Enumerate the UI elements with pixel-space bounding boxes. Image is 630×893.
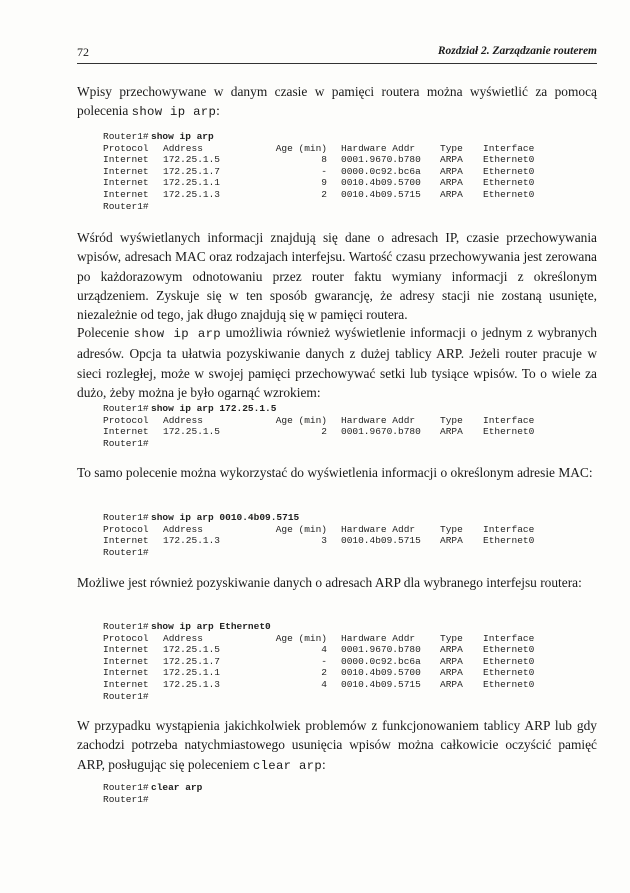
table-cell: Ethernet0 — [483, 165, 535, 177]
prompt: Router1# — [103, 793, 149, 805]
table-cell: Ethernet0 — [483, 667, 535, 679]
column-header: Hardware Addr — [341, 523, 416, 535]
table-row — [103, 189, 583, 201]
column-header: Type — [440, 414, 463, 426]
table-cell: Ethernet0 — [483, 655, 535, 667]
column-header: Protocol — [103, 632, 149, 644]
table-cell: 0000.0c92.bc6a — [341, 165, 421, 177]
table-cell: ARPA — [440, 678, 463, 690]
code-block-show-ip-arp — [103, 131, 583, 212]
table-cell: 0010.4b09.5700 — [341, 667, 421, 679]
table-cell: Internet — [103, 667, 149, 679]
end-prompt — [103, 547, 583, 559]
header-rule — [77, 63, 597, 64]
table-cell: 3 — [321, 535, 327, 547]
paragraph-mac: To samo polecenie można wykorzystać do wyświetlenia informacji o określonym adresie MAC: — [77, 465, 593, 480]
table-cell: Internet — [103, 188, 149, 200]
page-header — [77, 45, 597, 61]
command-text: show ip arp — [151, 131, 214, 142]
column-header: Age (min) — [275, 523, 327, 535]
prompt: Router1# — [103, 200, 149, 212]
column-header: Type — [440, 142, 463, 154]
column-header: Interface — [483, 523, 535, 535]
column-header: Address — [163, 523, 203, 535]
table-cell: Ethernet0 — [483, 188, 535, 200]
table-cell: 172.25.1.1 — [163, 177, 221, 189]
table-cell: 4 — [321, 644, 327, 656]
column-header: Age (min) — [275, 142, 327, 154]
table-cell: ARPA — [440, 154, 463, 166]
table-cell: ARPA — [440, 655, 463, 667]
column-header: Age (min) — [275, 632, 327, 644]
table-cell: 172.25.1.5 — [163, 644, 221, 656]
column-header: Type — [440, 632, 463, 644]
table-header — [103, 633, 583, 645]
paragraph-interface: Możliwe jest również pozyskiwanie danych o adresach ARP dla wybranego interfejsu routera: — [77, 575, 582, 590]
table-row — [103, 154, 583, 166]
table-cell: 172.25.1.1 — [163, 667, 221, 679]
table-cell: 2 — [321, 188, 327, 200]
table-cell: ARPA — [440, 644, 463, 656]
column-header: Address — [163, 632, 203, 644]
table-cell: Internet — [103, 535, 149, 547]
table-cell: ARPA — [440, 177, 463, 189]
column-header: Age (min) — [275, 414, 327, 426]
table-cell: 0010.4b09.5700 — [341, 177, 421, 189]
column-header: Protocol — [103, 523, 149, 535]
end-prompt — [103, 201, 583, 213]
code-block-show-ip-arp-mac — [103, 512, 583, 558]
table-cell: 2 — [321, 667, 327, 679]
command-line — [103, 131, 583, 143]
column-header: Hardware Addr — [341, 142, 416, 154]
table-header — [103, 415, 583, 427]
table-row — [103, 535, 583, 547]
table-cell: - — [321, 655, 327, 667]
table-cell: Ethernet0 — [483, 644, 535, 656]
command-text: show ip arp 0010.4b09.5715 — [151, 512, 300, 523]
paragraph-intro: Wpisy przechowywane w danym czasie w pamięci routera można wyświetlić za pomocą polecenia show ip arp: — [77, 84, 597, 120]
table-cell: 0001.9670.b780 — [341, 426, 421, 438]
table-cell: ARPA — [440, 165, 463, 177]
prompt: Router1# — [103, 621, 149, 632]
table-cell: 9 — [321, 177, 327, 189]
table-cell: Internet — [103, 678, 149, 690]
paragraph-single-address: Polecenie show ip arp umożliwia również wyświetlenie informacji o jednym z wybranych adresów. Opcja ta ułatwia pozyskiwanie danych z dużej tablicy ARP. Jeżeli router pracuje w sieci rozległej, może w swojej pamięci przechowywać setki lub tysiące wpisów. To o wiele za dużo, żeby można je było ogarnąć wzrokiem: — [77, 325, 597, 400]
column-header: Address — [163, 414, 203, 426]
paragraph-description: Wśród wyświetlanych informacji znajdują się dane o adresach IP, czasie przechowywania wpisów, adresach MAC oraz rodzajach interfejsu. Wartość czasu przechowywania jest zerowana po każdorazowym odnotowaniu przez router faktu wymiany informacji z określonym urządzeniem. Zyskuje się w ten sposób gwarancję, że adresy stacji nie zostaną usunięte, niezależnie od tego, jak długo znajdują się w pamięci routera. — [77, 230, 597, 323]
table-cell: Internet — [103, 165, 149, 177]
inline-command: show ip arp — [131, 105, 217, 120]
table-row — [103, 177, 583, 189]
table-cell: - — [321, 165, 327, 177]
table-row — [103, 667, 583, 679]
table-row — [103, 656, 583, 668]
prompt: Router1# — [103, 782, 149, 793]
prompt: Router1# — [103, 437, 149, 449]
table-row — [103, 644, 583, 656]
table-cell: 0010.4b09.5715 — [341, 535, 421, 547]
table-cell: Ethernet0 — [483, 177, 535, 189]
table-cell: Ethernet0 — [483, 535, 535, 547]
column-header: Interface — [483, 414, 535, 426]
table-row — [103, 426, 583, 438]
table-cell: 172.25.1.3 — [163, 188, 221, 200]
end-prompt — [103, 691, 583, 703]
table-cell: ARPA — [440, 535, 463, 547]
table-row — [103, 679, 583, 691]
prompt: Router1# — [103, 546, 149, 558]
table-header — [103, 143, 583, 155]
table-cell: 0001.9670.b780 — [341, 644, 421, 656]
command-line — [103, 512, 583, 524]
end-prompt — [103, 794, 583, 806]
command-line — [103, 403, 583, 415]
table-cell: ARPA — [440, 426, 463, 438]
table-cell: 0010.4b09.5715 — [341, 188, 421, 200]
inline-command: clear arp — [252, 758, 323, 773]
end-prompt — [103, 438, 583, 450]
table-cell: 172.25.1.7 — [163, 655, 221, 667]
column-header: Interface — [483, 142, 535, 154]
paragraph-clear-arp: W przypadku wystąpienia jakichkolwiek problemów z funkcjonowaniem tablicy ARP lub gdy zachodzi potrzeba natychmiastowego usunięcia wpisów można całkowicie oczyścić pamięć ARP, posługując się poleceniem clear arp: — [77, 718, 597, 773]
table-cell: Internet — [103, 644, 149, 656]
column-header: Hardware Addr — [341, 632, 416, 644]
table-cell: 0010.4b09.5715 — [341, 678, 421, 690]
inline-command: show ip arp — [133, 327, 221, 341]
code-block-show-ip-arp-address — [103, 403, 583, 449]
table-cell: Ethernet0 — [483, 426, 535, 438]
table-cell: Internet — [103, 177, 149, 189]
prompt: Router1# — [103, 512, 149, 523]
column-header: Type — [440, 523, 463, 535]
column-header: Protocol — [103, 142, 149, 154]
command-text: clear arp — [151, 782, 203, 793]
table-cell: 8 — [321, 154, 327, 166]
code-block-show-ip-arp-interface — [103, 621, 583, 702]
table-cell: 2 — [321, 426, 327, 438]
table-row — [103, 166, 583, 178]
table-cell: Ethernet0 — [483, 678, 535, 690]
table-cell: ARPA — [440, 188, 463, 200]
page-number: 72 — [77, 45, 89, 59]
table-cell: 172.25.1.3 — [163, 535, 221, 547]
table-cell: Internet — [103, 655, 149, 667]
table-cell: 172.25.1.5 — [163, 426, 221, 438]
prompt: Router1# — [103, 131, 149, 142]
column-header: Hardware Addr — [341, 414, 416, 426]
table-cell: Internet — [103, 154, 149, 166]
code-block-clear-arp — [103, 782, 583, 805]
table-cell: 0000.0c92.bc6a — [341, 655, 421, 667]
prompt: Router1# — [103, 690, 149, 702]
chapter-title: Rozdział 2. Zarządzanie routerem — [437, 45, 597, 57]
command-line — [103, 621, 583, 633]
table-cell: ARPA — [440, 667, 463, 679]
table-cell: 172.25.1.5 — [163, 154, 221, 166]
table-cell: Ethernet0 — [483, 154, 535, 166]
command-text: show ip arp Ethernet0 — [151, 621, 271, 632]
command-line — [103, 782, 583, 794]
table-cell: 172.25.1.3 — [163, 678, 221, 690]
table-cell: 172.25.1.7 — [163, 165, 221, 177]
prompt: Router1# — [103, 403, 149, 414]
table-cell: 0001.9670.b780 — [341, 154, 421, 166]
table-cell: Internet — [103, 426, 149, 438]
column-header: Interface — [483, 632, 535, 644]
table-cell: 4 — [321, 678, 327, 690]
command-text: show ip arp 172.25.1.5 — [151, 403, 277, 414]
column-header: Protocol — [103, 414, 149, 426]
table-header — [103, 524, 583, 536]
column-header: Address — [163, 142, 203, 154]
